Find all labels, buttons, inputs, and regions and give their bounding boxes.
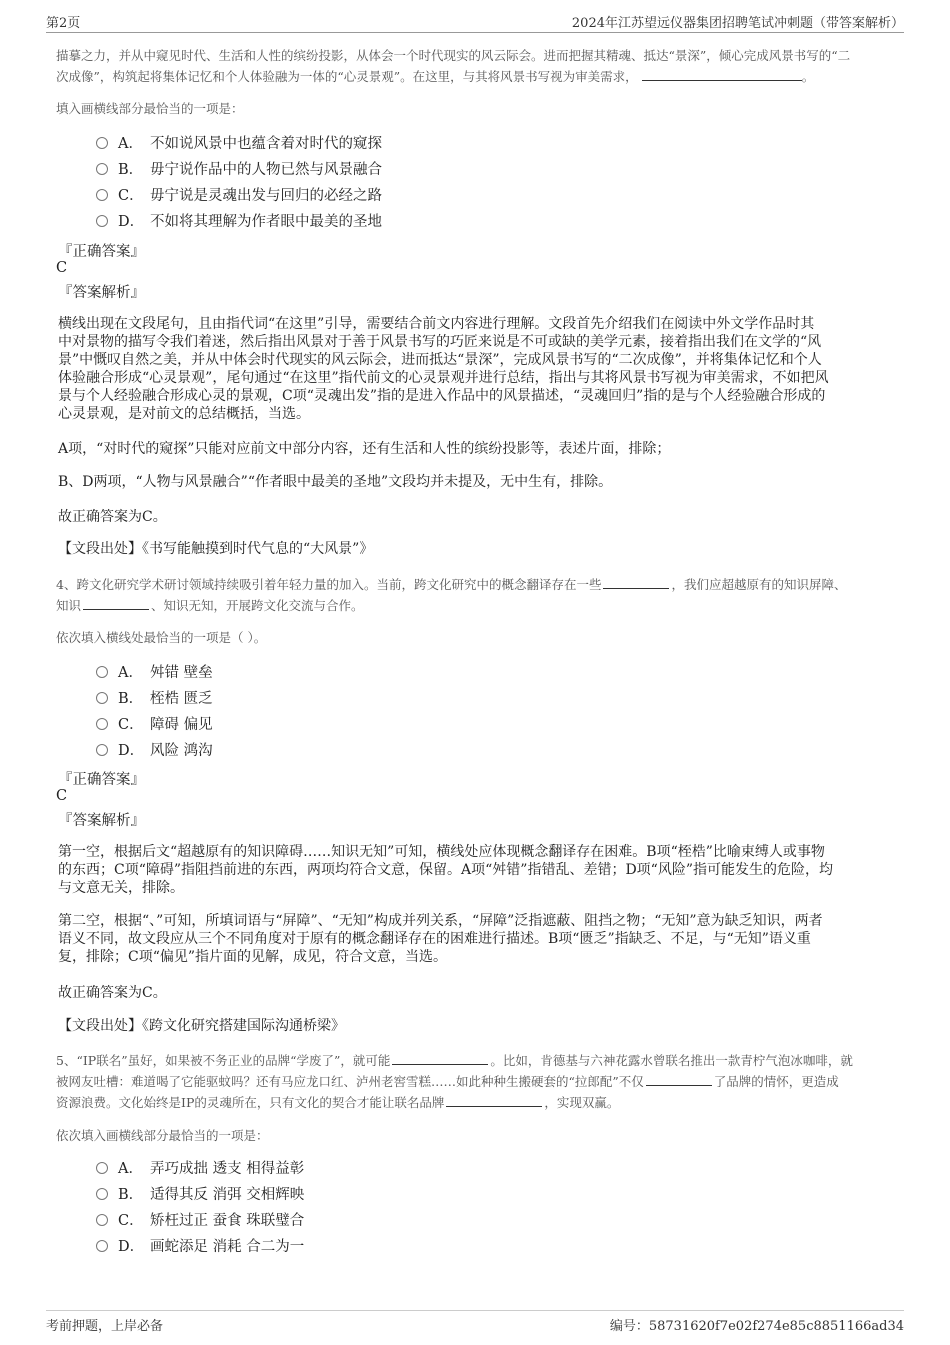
q5-blank-1 <box>392 1050 488 1065</box>
page-footer <box>46 1310 904 1337</box>
q3-note-a: A项，“对时代的窥探”只能对应前文中部分内容，还有生活和人性的缤纷投影等，表述片面，排除； <box>58 441 671 457</box>
q4-prompt: 依次填入横线处最恰当的一项是（ ）。 <box>56 630 267 645</box>
q4-option-a[interactable]: A． 舛错 壁垒 <box>96 662 213 684</box>
q5-option-d[interactable]: D． 画蛇添足 消耗 合二为一 <box>96 1236 304 1258</box>
q3-analysis: 横线出现在文段尾句，且由指代词“在这里”引导，需要结合前文内容进行理解。文段首先介绍我们在阅读中外文学作品时其 中对景物的描写令我们着迷，然后指出风景对于善于风景书写的巧匠来说是不可或缺的美学元素，接着指出我们在文学的“风 景”中慨叹自然之美，并从中体会时代现实的风云际会，进而抵达“景深”，完成风景书写的“二次成像”，并将集体记忆和个人 体验融合形成“心灵景观”，尾句通过“在这里”指代前文的心灵景观并进行总结，指出与其将风景书写视为审美需求，不如把风 景与个人经验融合形成心灵的景观，C项“灵魂出发”指的是进入作品中的风景描述，“灵魂回归”指的是与个人经验融合形成的 心灵景观，是对前文的总结概括，当选。 <box>58 316 829 422</box>
q3-answer: C <box>56 260 68 276</box>
q4-conclusion: 故正确答案为C。 <box>58 985 167 1001</box>
q5-option-c[interactable]: C． 矫枉过正 蚕食 珠联璧合 <box>96 1210 304 1232</box>
q4-analysis-p1: 第一空，根据后文“超越原有的知识障碍……知识无知”可知，横线处应体现概念翻译存在困难。B项“桎梏”比喻束缚人或事物 的东西；C项“障碍”指阻挡前进的东西，两项均符合文意，保留。A项“舛错”指错乱、差错；D项“风险”指可能发生的危险，均 与文意无关，排除。 <box>58 844 833 896</box>
document-id: 编号：58731620f7e02f274e85c8851166ad34 <box>609 1319 904 1334</box>
q5-option-b[interactable]: B． 适得其反 消弭 交相辉映 <box>96 1184 304 1206</box>
q4-blank-2 <box>83 595 149 610</box>
q4-source: 【文段出处】《跨文化研究搭建国际沟通桥梁》 <box>58 1018 345 1034</box>
q4-option-c[interactable]: C． 障碍 偏见 <box>96 714 213 736</box>
q5-stem: 5、“IP联名”虽好，如果被不务正业的品牌“学废了”，就可能 。比如，肯德基与六神花露水曾联名推出一款青柠气泡冰咖啡，就 被网友吐槽：难道喝了它能驱蚊吗？还有马应龙口红、泸州老窖雪糕……如此种种生搬硬套的“拉郎配”不仅 了品牌的情怀，更造成 资源浪费。文化始终是IP的灵魂所在，只有文化的契合才能让联名品牌 ，实现双赢。 <box>56 1050 916 1113</box>
page-header <box>46 12 904 33</box>
q5-option-a[interactable]: A． 弄巧成拙 透支 相得益彰 <box>96 1158 304 1180</box>
q3-stem-line1: 描摹之力，并从中窥见时代、生活和人性的缤纷投影，从体会一个时代现实的风云际会。进而把握其精魂、抵达“景深”，倾心完成风景书写的“二 <box>56 48 851 63</box>
q3-option-a[interactable]: A． 不如说风景中也蕴含着对时代的窥探 <box>96 133 382 155</box>
q3-prompt: 填入画横线部分最恰当的一项是： <box>56 101 244 116</box>
radio-icon[interactable] <box>96 692 108 704</box>
radio-icon[interactable] <box>96 1162 108 1174</box>
q4-blank-1 <box>603 574 669 589</box>
q3-source: 【文段出处】《书写能触摸到时代气息的“大风景”》 <box>58 541 374 557</box>
q3-conclusion: 故正确答案为C。 <box>58 509 167 525</box>
page-number: 第2页 <box>46 16 81 31</box>
q3-stem <box>56 45 906 87</box>
radio-icon[interactable] <box>96 189 108 201</box>
q4-stem: 4、跨文化研究学术研讨领域持续吸引着年轻力量的加入。当前，跨文化研究中的概念翻译存在一些 ，我们应超越原有的知识屏障、 知识 、知识无知，开展跨文化交流与合作。 <box>56 574 916 616</box>
q5-blank-2 <box>646 1071 712 1086</box>
radio-icon[interactable] <box>96 744 108 756</box>
q3-stem-line2: 次成像”，构筑起将集体记忆和个人体验融为一体的“心灵景观”。在这里，与其将风景书写视为审美需求， 。 <box>56 66 906 87</box>
footer-slogan: 考前押题，上岸必备 <box>46 1319 164 1334</box>
radio-icon[interactable] <box>96 1214 108 1226</box>
radio-icon[interactable] <box>96 718 108 730</box>
q4-option-d[interactable]: D． 风险 鸿沟 <box>96 740 213 762</box>
q5-prompt: 依次填入画横线部分最恰当的一项是： <box>56 1128 269 1143</box>
q3-option-c[interactable]: C． 毋宁说是灵魂出发与回归的必经之路 <box>96 185 382 207</box>
radio-icon[interactable] <box>96 1188 108 1200</box>
q5-blank-3 <box>446 1092 542 1107</box>
radio-icon[interactable] <box>96 1240 108 1252</box>
q4-analysis-label: 『答案解析』 <box>58 813 145 829</box>
q3-answer-label: 『正确答案』 <box>58 244 145 260</box>
q3-blank <box>642 66 802 81</box>
document-title: 2024年江苏望远仪器集团招聘笔试冲刺题（带答案解析） <box>571 16 904 31</box>
radio-icon[interactable] <box>96 163 108 175</box>
q4-analysis-p2: 第二空，根据“、”可知，所填词语与“屏障”、“无知”构成并列关系，“屏障”泛指遮蔽、阻挡之物；“无知”意为缺乏知识，两者 语义不同，故文段应从三个不同角度对于原有的概念翻译存在的困难进行描述。B项“匮乏”指缺乏、不足，与“无知”语义重 复，排除；C项“偏见”指片面的见解，成见，符合文意，当选。 <box>58 913 823 965</box>
radio-icon[interactable] <box>96 666 108 678</box>
q3-option-d[interactable]: D． 不如将其理解为作者眼中最美的圣地 <box>96 211 382 233</box>
q3-analysis-label: 『答案解析』 <box>58 285 145 301</box>
radio-icon[interactable] <box>96 215 108 227</box>
q4-answer-label: 『正确答案』 <box>58 772 145 788</box>
radio-icon[interactable] <box>96 137 108 149</box>
q4-option-b[interactable]: B． 桎梏 匮乏 <box>96 688 213 710</box>
q3-note-bd: B、D两项，“人物与风景融合”“作者眼中最美的圣地”文段均并未提及，无中生有，排除。 <box>58 474 613 490</box>
q4-answer: C <box>56 788 68 804</box>
q3-option-b[interactable]: B． 毋宁说作品中的人物已然与风景融合 <box>96 159 382 181</box>
